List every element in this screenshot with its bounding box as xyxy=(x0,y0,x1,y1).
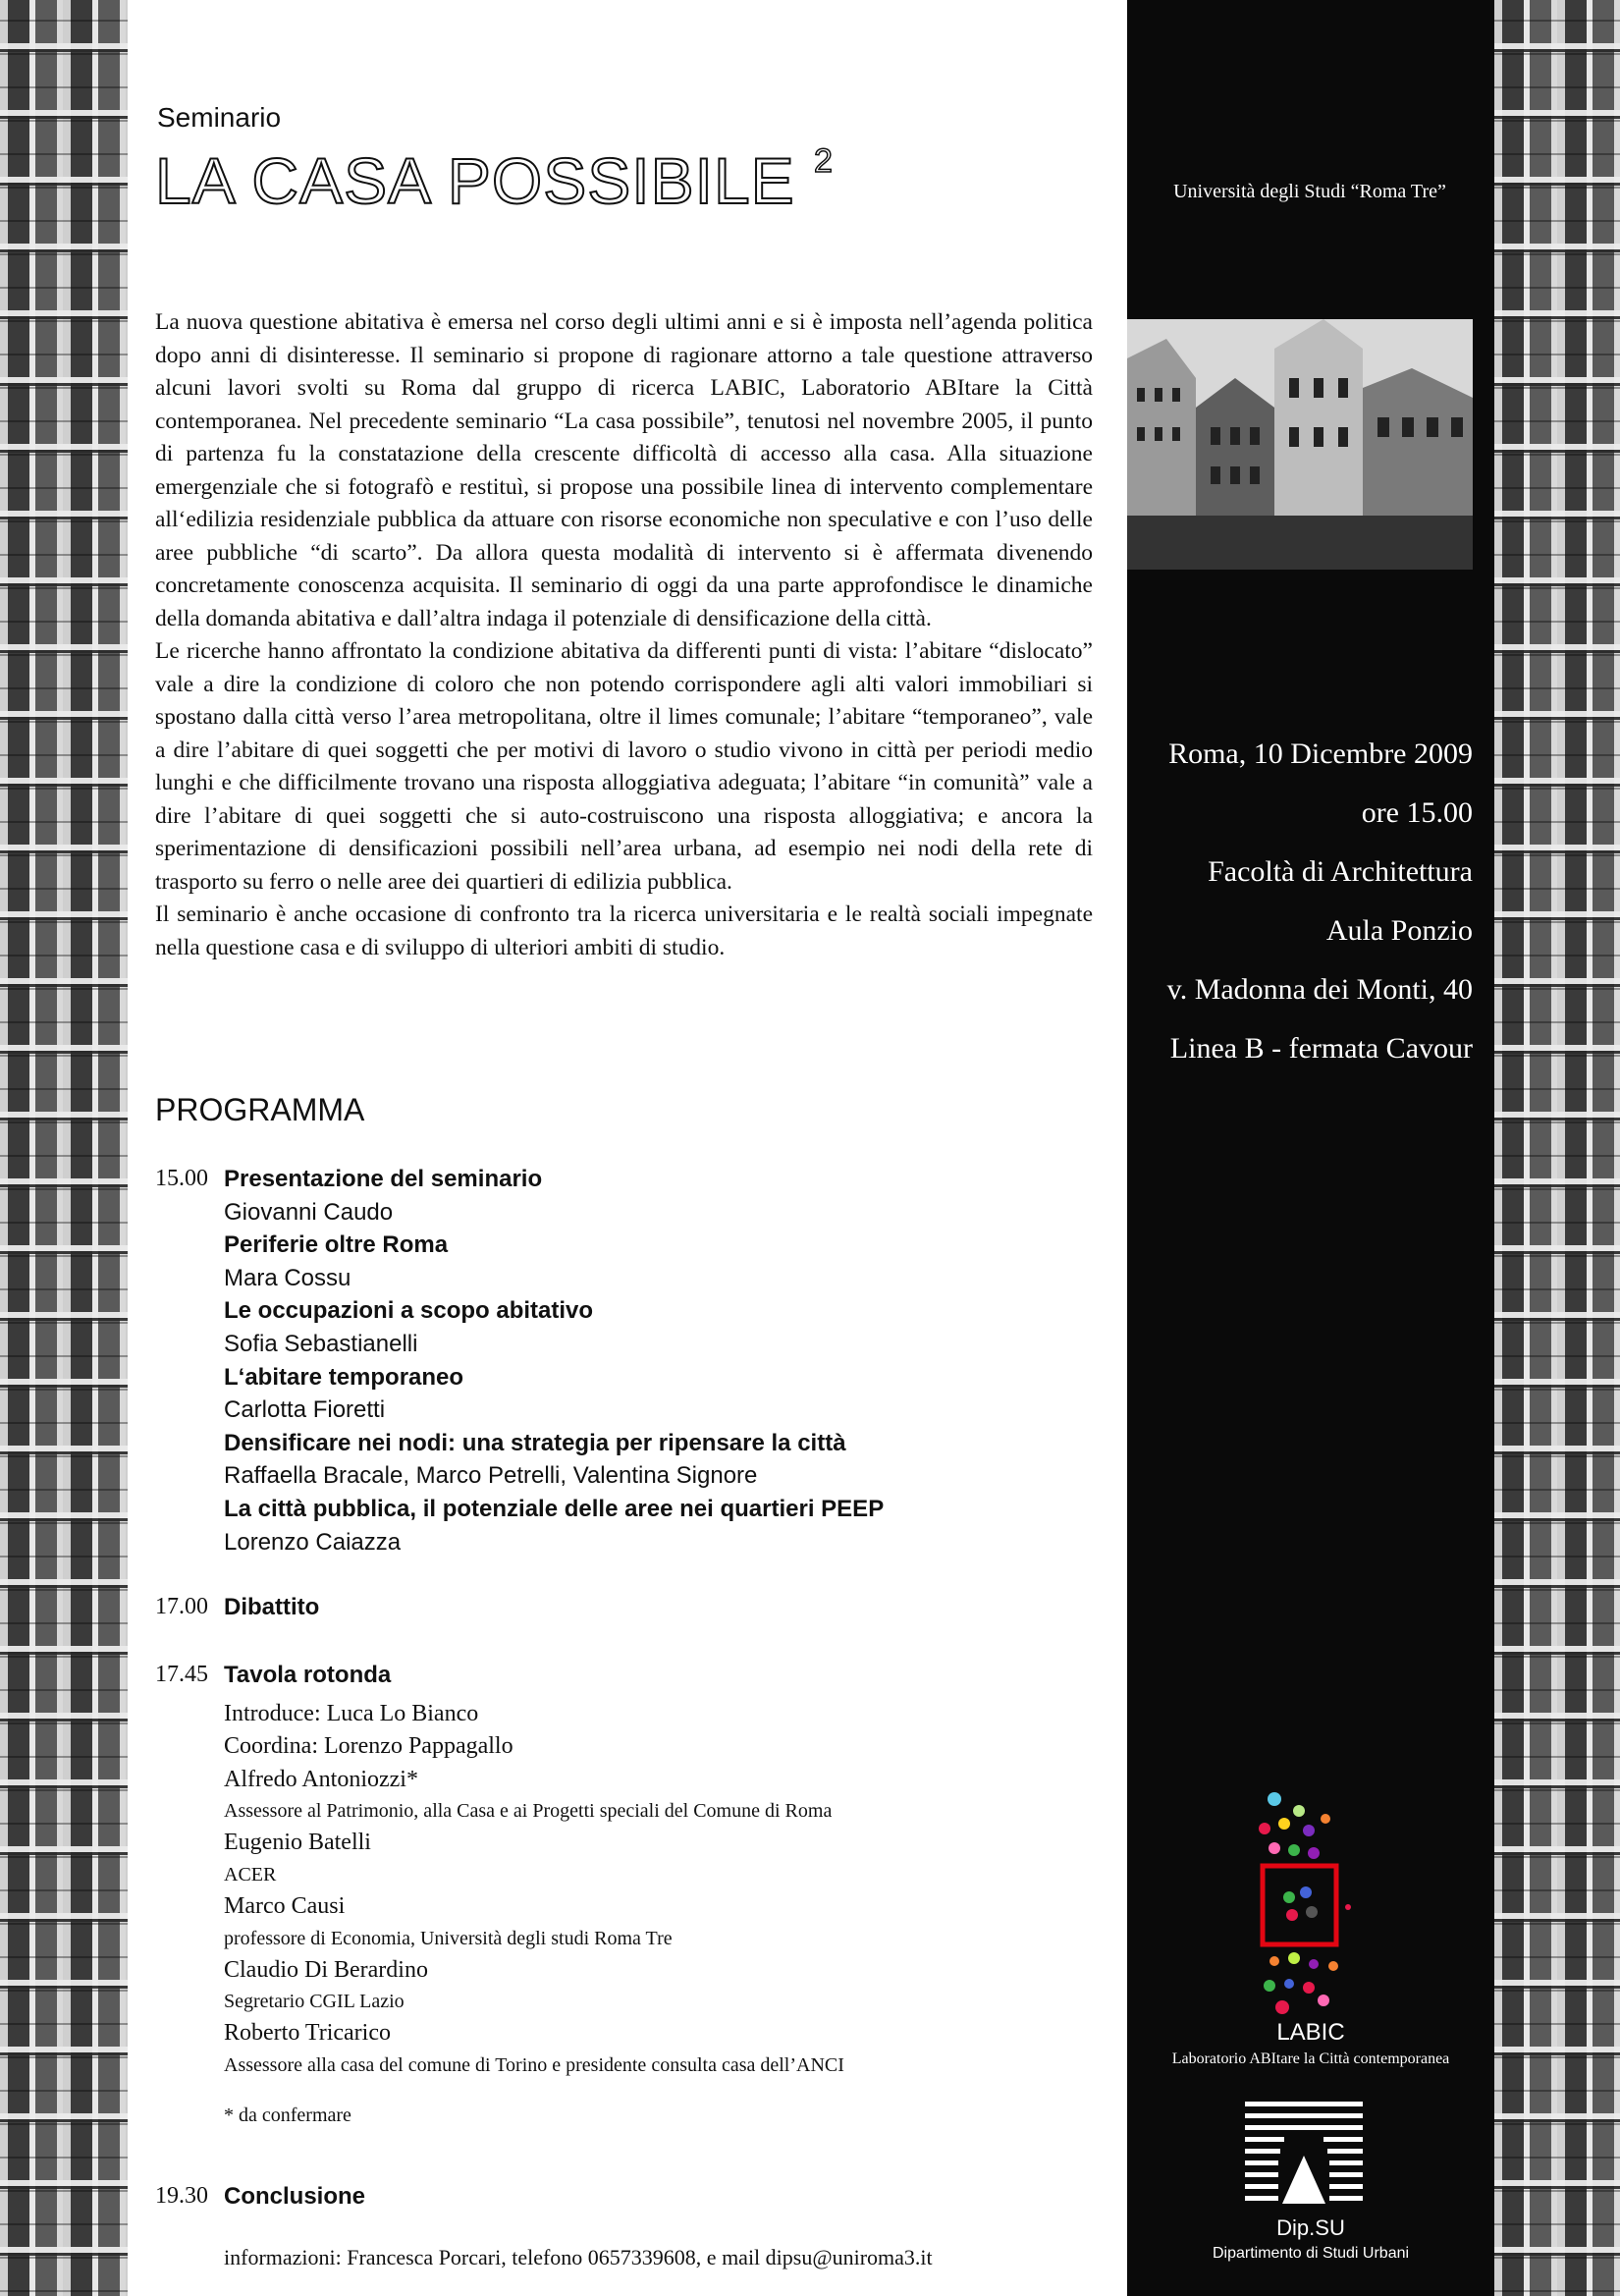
participant-name: Alfredo Antoniozzi* xyxy=(224,1766,418,1792)
session-conclusione xyxy=(155,2180,1093,2214)
participant-role: ACER xyxy=(224,1863,277,1886)
participant-role: Segretario CGIL Lazio xyxy=(224,1991,405,2013)
talk-speaker: Carlotta Fioretti xyxy=(224,1396,386,1424)
talk-speaker: Giovanni Caudo xyxy=(224,1198,394,1226)
talk-title: L‘abitare temporaneo xyxy=(224,1363,464,1391)
event-address: v. Madonna dei Monti, 40 xyxy=(1166,973,1473,1006)
intro-paragraph: La nuova questione abitativa è emersa nel corso degli ultimi anni e si è imposta nell’agenda politica dopo anni di disinteresse. Il seminario si propone di ragionare attorno a tale questione attraverso alcuni lavori svolti su Roma dal gruppo di ricerca LABIC, Laboratorio ABItare la Città contemporanea. Nel precedente seminario “La casa possibile”, tenutosi nel novembre 2005, il punto di partenza fu la constatazione della crescente difficoltà di accesso alla casa. Alla situazione emergenziale che si fotografò e restituì, si propose una possibile linea di intervento complementare all‘edilizia residenziale pubblica da attuare con risorse economiche non speculative e con l’uso delle aree pubbliche “di scarto”. Da allora questa modalità di intervento si è affermata divenendo concretamente conoscenza acquisita. Il seminario di oggi da una parte approfondisce le dinamiche della domanda abitativa e dall’altra indaga il potenziale di densificazione della città. xyxy=(155,309,1093,631)
participant-role: Assessore al Patrimonio, alla Casa e ai Progetti speciali del Comune di Roma xyxy=(224,1800,833,1823)
talk-title: Periferie oltre Roma xyxy=(224,1231,449,1259)
building-facade-left xyxy=(0,0,128,2296)
labic-name: LABIC xyxy=(1276,2019,1345,2046)
kicker: Seminario xyxy=(157,102,282,133)
event-details xyxy=(1119,725,1473,1078)
talk-speaker: Lorenzo Caiazza xyxy=(224,1528,402,1556)
session-title: Dibattito xyxy=(224,1594,320,1620)
dipsu-logo xyxy=(1245,2102,1363,2210)
participant-name: Eugenio Batelli xyxy=(224,1830,371,1856)
talk-title: La città pubblica, il potenziale delle aree nei quartieri PEEP xyxy=(224,1495,885,1522)
event-time: ore 15.00 xyxy=(1361,796,1473,829)
session-time: 17.00 xyxy=(155,1594,208,1619)
contact-info: informazioni: Francesca Porcari, telefono 0657339608, e mail dipsu@uniroma3.it xyxy=(224,2245,933,2269)
talk-speaker: Raffaella Bracale, Marco Petrelli, Valentina Signore xyxy=(224,1462,758,1490)
labic-full-name: Laboratorio ABItare la Città contemporanea xyxy=(1171,2050,1450,2067)
session-time: 19.30 xyxy=(155,2183,208,2209)
participant-role: professore di Economia, Università degli studi Roma Tre xyxy=(224,1927,673,1949)
info-sidebar xyxy=(1127,0,1494,2296)
talk-speaker: Mara Cossu xyxy=(224,1264,351,1291)
session-title: Tavola rotonda xyxy=(224,1662,392,1688)
session-tavola-rotonda xyxy=(155,1659,1093,2131)
dipsu-name: Dip.SU xyxy=(1276,2215,1345,2240)
footnote: * da confermare xyxy=(224,2104,351,2126)
event-date: Roma, 10 Dicembre 2009 xyxy=(1168,738,1473,770)
dipsu-full-name: Dipartimento di Studi Urbani xyxy=(1212,2245,1410,2262)
intro-paragraph: Le ricerche hanno affrontato la condizione abitativa da differenti punti di vista: l’abitare “dislocato” vale a dire la condizione di coloro che non potendo corrispondere agli alti valori immobiliari si spostano dalla città verso l’area metropolitana, oltre il limes comunale; l’abitare “temporaneo”, vale a dire l’abitare di quei soggetti che per motivi di lavoro o studio vivono in città per periodi medio lunghi e che difficilmente trovano una risposta alloggiativa adeguata; l’abitare “in comunità” vale a dire l’abitare di quei soggetti che si auto-costruiscono una risposta alloggiativa; e ancora la sperimentazione di densificazioni possibili nell’area urbana, ad esempio nei nodi della rete di trasporto su ferro o nelle aree dei quartieri di edilizia pubblica. xyxy=(155,638,1093,895)
title-text: LA CASA POSSIBILE xyxy=(155,144,795,217)
session-time: 17.45 xyxy=(155,1662,208,1687)
programma-heading: PROGRAMMA xyxy=(155,1092,365,1127)
talk-title: Presentazione del seminario xyxy=(224,1166,543,1192)
round-table-line: Introduce: Luca Lo Bianco xyxy=(224,1700,479,1726)
session-title: Conclusione xyxy=(224,2183,366,2210)
participant-name: Claudio Di Berardino xyxy=(224,1956,428,1983)
city-photo xyxy=(1127,319,1473,570)
talk-title: Densificare nei nodi: una strategia per ripensare la città xyxy=(224,1429,846,1456)
session-time: 15.00 xyxy=(155,1166,208,1191)
talk-title: Le occupazioni a scopo abitativo xyxy=(224,1297,594,1325)
talk-speaker: Sofia Sebastianelli xyxy=(224,1330,418,1357)
event-room: Aula Ponzio xyxy=(1325,914,1473,947)
intro-paragraph: Il seminario è anche occasione di confronto tra la ricerca universitaria e le realtà sociali impegnate nella questione casa e di sviluppo di ulteriori ambiti di studio. xyxy=(155,902,1093,960)
round-table-line: Coordina: Lorenzo Pappagallo xyxy=(224,1733,513,1760)
session-dibattito xyxy=(155,1591,1093,1624)
intro-text xyxy=(155,306,1093,964)
university-name: Università degli Studi “Roma Tre” xyxy=(1173,181,1446,202)
labic-logo xyxy=(1255,1789,1373,2035)
session-presentazione xyxy=(155,1163,1093,1558)
participant-name: Roberto Tricarico xyxy=(224,2020,391,2047)
page-title xyxy=(155,142,834,218)
participant-name: Marco Causi xyxy=(224,1892,346,1919)
participant-role: Assessore alla casa del comune di Torino e presidente consulta casa dell’ANCI xyxy=(224,2053,844,2076)
event-transit: Linea B - fermata Cavour xyxy=(1169,1032,1473,1065)
title-superscript: 2 xyxy=(814,142,834,180)
building-facade-right xyxy=(1494,0,1620,2296)
event-faculty: Facoltà di Architettura xyxy=(1208,855,1473,888)
